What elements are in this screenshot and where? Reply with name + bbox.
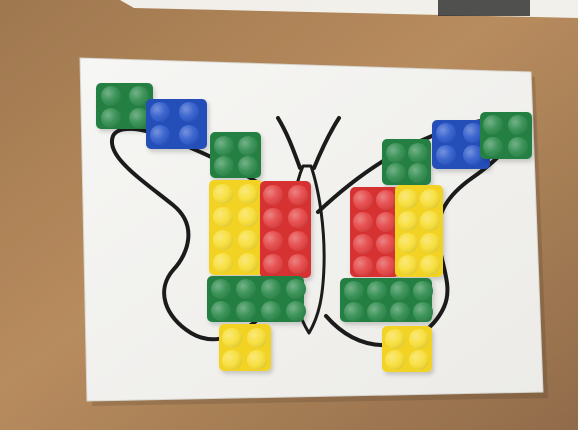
photo-scene (0, 0, 578, 430)
photo-canvas (0, 0, 578, 430)
lighting-overlay (0, 0, 578, 430)
